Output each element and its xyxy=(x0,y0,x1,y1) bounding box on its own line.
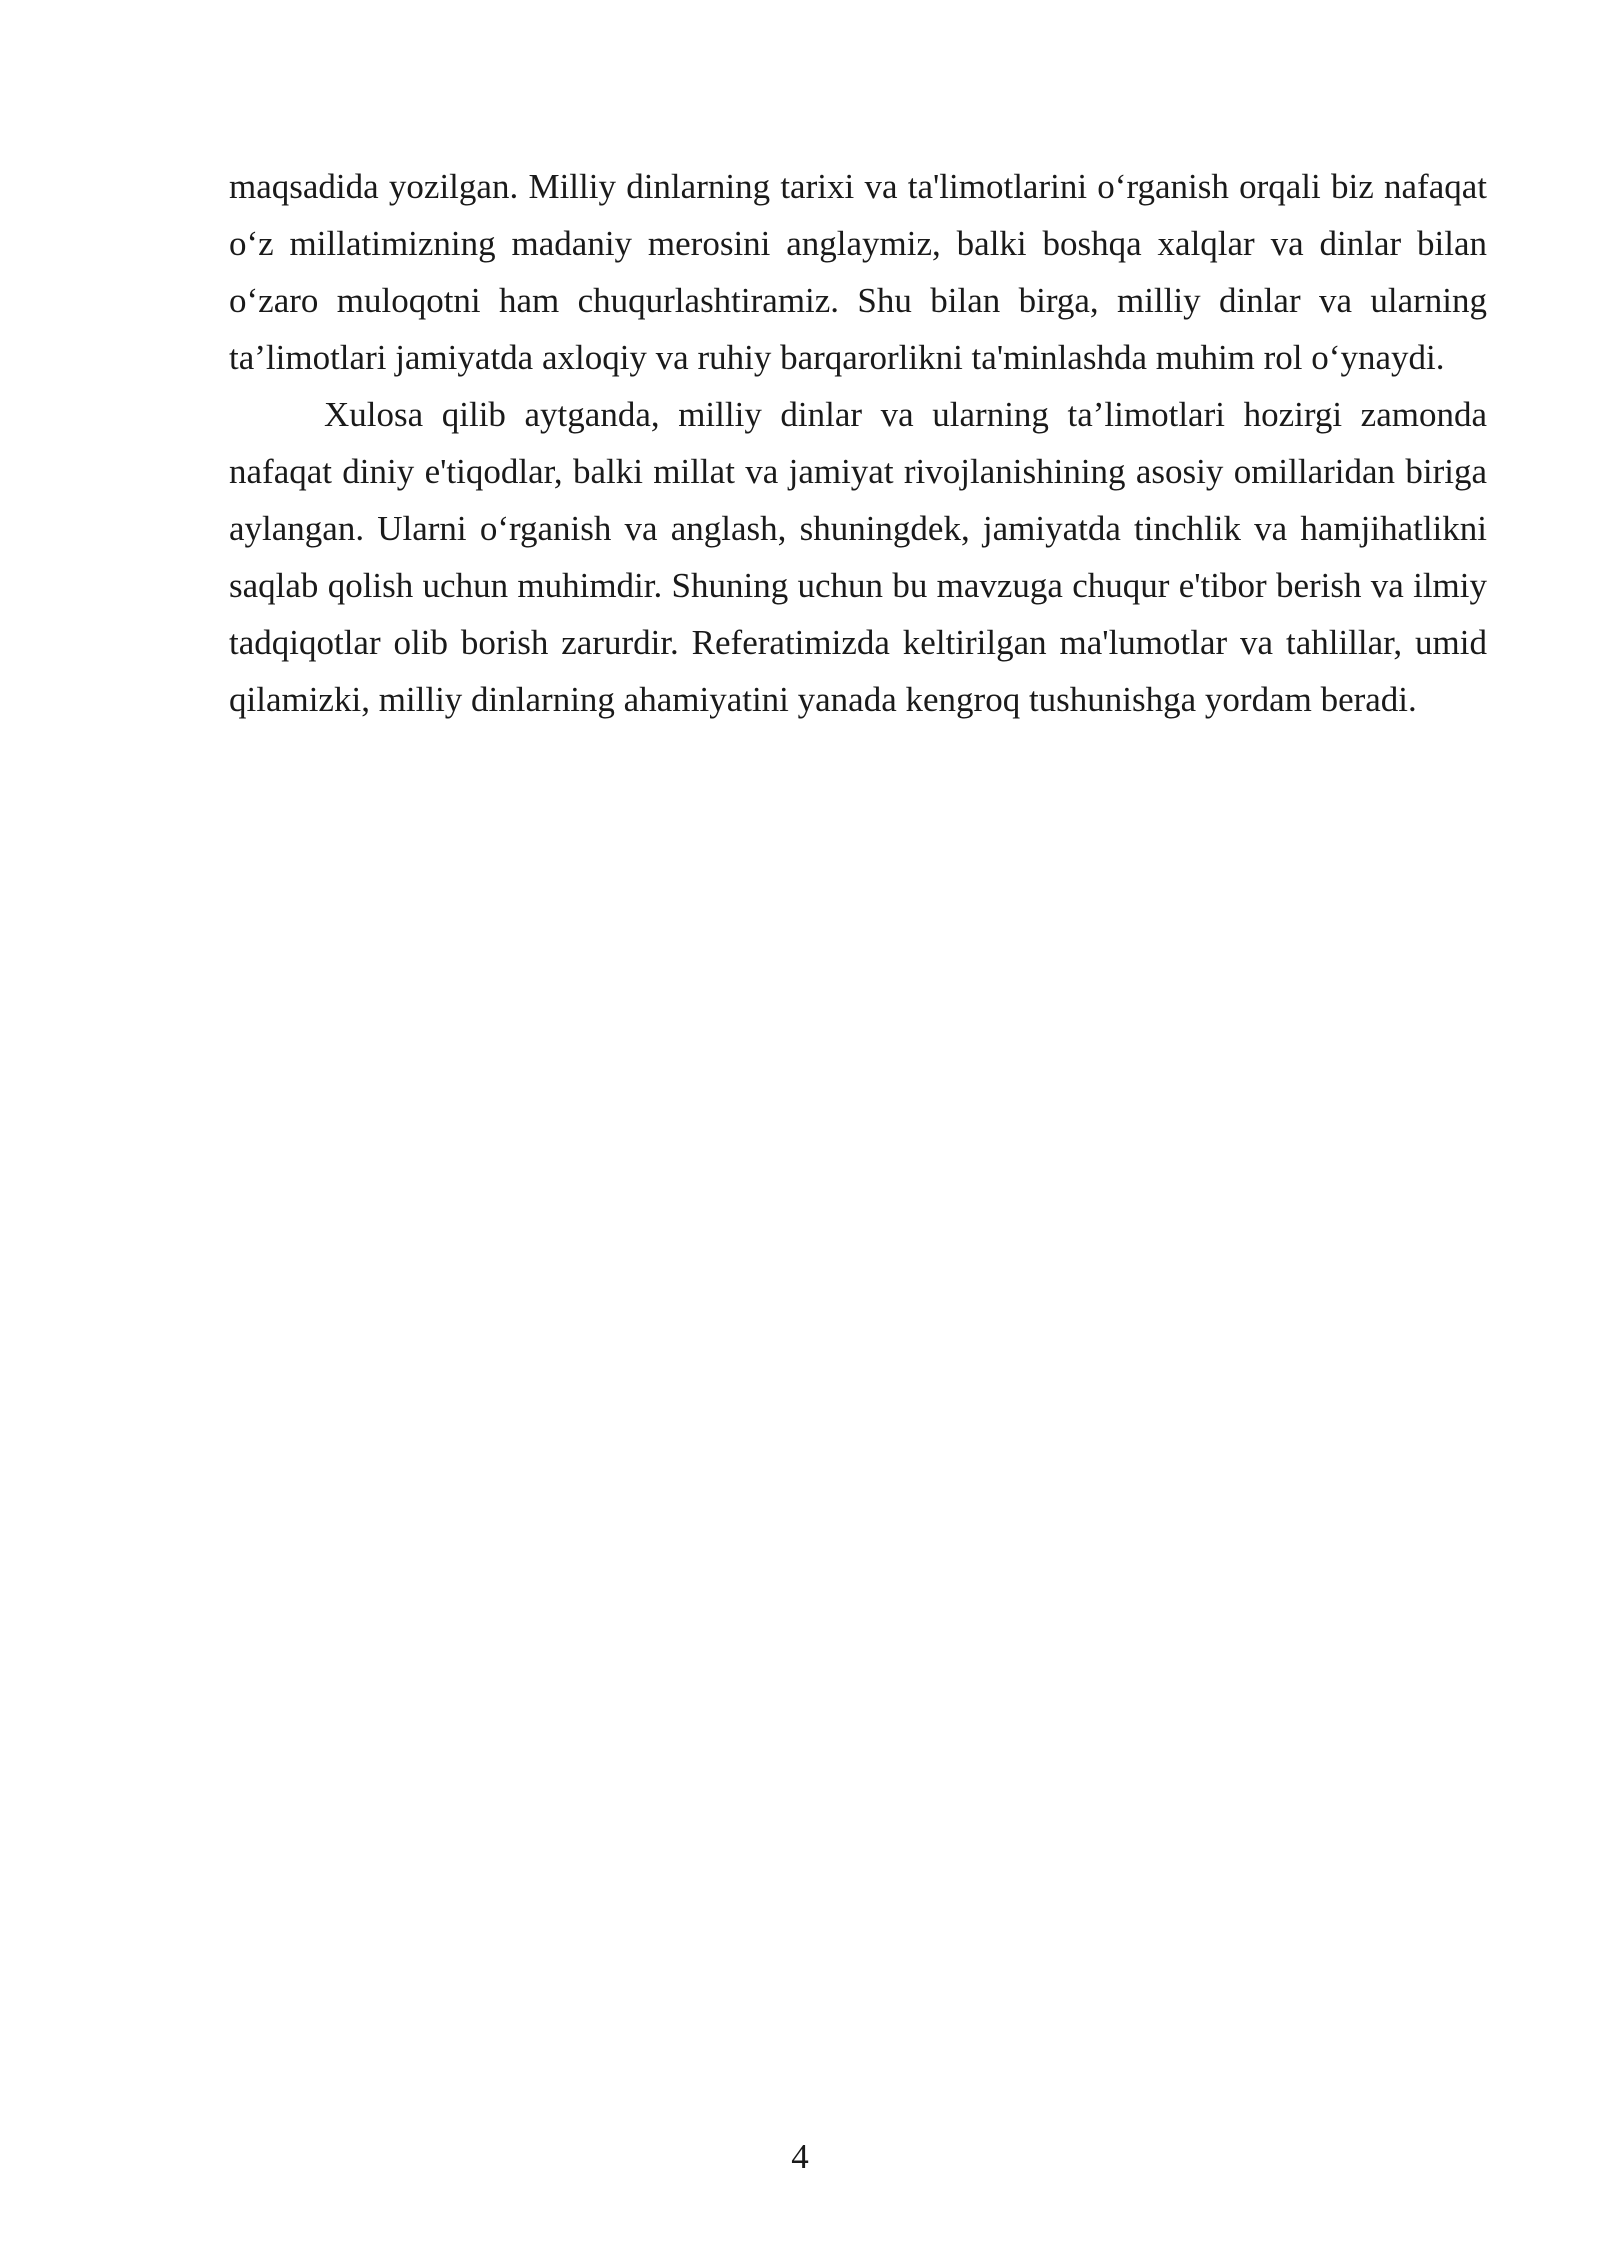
body-text xyxy=(229,158,1487,728)
page-number: 4 xyxy=(791,2137,809,2176)
paragraph-conclusion: Xulosa qilib aytganda, milliy dinlar va ularning ta’limotlari hozirgi zamonda nafaqat diniy e'tiqodlar, balki millat va jamiyat rivojlanishining asosiy omillaridan biriga aylangan. Ularni o‘rganish va anglash, shuningdek, jamiyatda tinchlik va hamjihatlikni saqlab qolish uchun muhimdir. Shuning uchun bu mavzuga chuqur e'tibor berish va ilmiy tadqiqotlar olib borish zarurdir. Referatimizda keltirilgan ma'lumotlar va tahlillar, umid qilamizki, milliy dinlarning ahamiyatini yanada kengroq tushunishga yordam beradi. xyxy=(229,395,1487,719)
paragraph-continuation: maqsadida yozilgan. Milliy dinlarning tarixi va ta'limotlarini o‘rganish orqali biz nafaqat o‘z millatimizning madaniy merosini anglaymiz, balki boshqa xalqlar va dinlar bilan o‘zaro muloqotni ham chuqurlashtiramiz. Shu bilan birga, milliy dinlar va ularning ta’limotlari jamiyatda axloqiy va ruhiy barqarorlikni ta'minlashda muhim rol o‘ynaydi. xyxy=(229,167,1487,377)
